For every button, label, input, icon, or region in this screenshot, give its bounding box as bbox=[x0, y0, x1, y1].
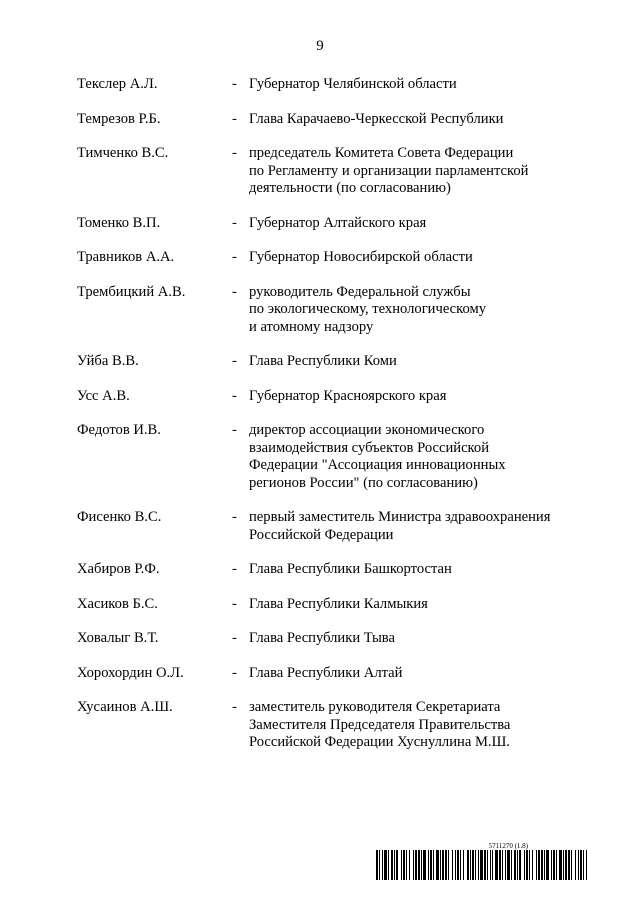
person-position: Глава Республики Алтай bbox=[249, 664, 403, 681]
separator-dash: - bbox=[232, 283, 237, 300]
separator-dash: - bbox=[232, 387, 237, 404]
person-position: Глава Республики Коми bbox=[249, 353, 397, 369]
separator-dash: - bbox=[232, 249, 237, 265]
person-name: Усс А.В. bbox=[77, 387, 130, 404]
list-item bbox=[77, 596, 597, 614]
person-name: Хорохордин О.Л. bbox=[77, 664, 184, 681]
person-position: Глава Республики Тыва bbox=[249, 630, 395, 646]
separator-dash: - bbox=[232, 630, 237, 646]
separator-dash: - bbox=[232, 76, 237, 92]
separator-dash: - bbox=[232, 509, 237, 525]
list-item bbox=[77, 145, 597, 198]
person-name: Травников А.А. bbox=[77, 249, 175, 265]
list-item bbox=[77, 561, 597, 579]
list-item bbox=[77, 630, 597, 648]
person-position: первый заместитель Министра здравоохранения Российской Федерации bbox=[249, 509, 551, 543]
member-list bbox=[77, 76, 597, 769]
person-position: Глава Республики Калмыкия bbox=[249, 595, 428, 612]
separator-dash: - bbox=[232, 664, 237, 681]
separator-dash: - bbox=[232, 699, 237, 715]
list-item bbox=[77, 509, 597, 544]
person-position: заместитель руководителя Секретариата Заместителя Председателя Правительства Российской Федерации Хуснуллина М.Ш. bbox=[249, 699, 511, 750]
person-name: Ховалыг В.Т. bbox=[77, 630, 159, 646]
list-item bbox=[77, 215, 597, 233]
separator-dash: - bbox=[232, 561, 237, 577]
person-name: Хасиков Б.С. bbox=[77, 595, 158, 612]
person-name: Уйба В.В. bbox=[77, 353, 139, 369]
person-position: Глава Республики Башкортостан bbox=[249, 561, 452, 577]
person-position: Глава Карачаево-Черкесской Республики bbox=[249, 110, 504, 127]
person-name: Темрезов Р.Б. bbox=[77, 110, 161, 127]
person-name: Текслер А.Л. bbox=[77, 76, 158, 92]
person-name: Фисенко В.С. bbox=[77, 509, 162, 525]
separator-dash: - bbox=[232, 214, 237, 231]
list-item bbox=[77, 111, 597, 129]
list-item bbox=[77, 76, 597, 94]
separator-dash: - bbox=[232, 145, 237, 161]
list-item bbox=[77, 284, 597, 337]
person-name: Трембицкий А.В. bbox=[77, 283, 186, 300]
person-position: Губернатор Новосибирской области bbox=[249, 249, 473, 265]
barcode-icon bbox=[376, 850, 588, 880]
person-name: Томенко В.П. bbox=[77, 214, 161, 231]
person-position: председатель Комитета Совета Федерации по Регламенту и организации парламентской деятельности (по согласованию) bbox=[249, 145, 529, 196]
list-item bbox=[77, 353, 597, 371]
person-name: Хабиров Р.Ф. bbox=[77, 561, 160, 577]
person-name: Хусаинов А.Ш. bbox=[77, 699, 173, 715]
person-name: Тимченко В.С. bbox=[77, 145, 169, 161]
person-position: Губернатор Красноярского края bbox=[249, 387, 447, 404]
list-item bbox=[77, 422, 597, 492]
separator-dash: - bbox=[232, 110, 237, 127]
list-item bbox=[77, 388, 597, 406]
separator-dash: - bbox=[232, 595, 237, 612]
person-position: Губернатор Алтайского края bbox=[249, 214, 427, 231]
document-code: 5711270 (1.8) bbox=[488, 842, 528, 850]
list-item bbox=[77, 699, 597, 752]
separator-dash: - bbox=[232, 422, 237, 438]
list-item bbox=[77, 249, 597, 267]
separator-dash: - bbox=[232, 353, 237, 369]
page-number: 9 bbox=[316, 38, 324, 54]
barcode-block bbox=[376, 842, 588, 880]
list-item bbox=[77, 665, 597, 683]
person-position: директор ассоциации экономического взаимодействия субъектов Российской Федерации "Ассоциация инновационных регионов России" (по согласованию) bbox=[249, 422, 506, 491]
person-position: Губернатор Челябинской области bbox=[249, 76, 457, 92]
person-name: Федотов И.В. bbox=[77, 422, 161, 438]
person-position: руководитель Федеральной службы по экологическому, технологическому и атомному надзору bbox=[249, 283, 487, 335]
